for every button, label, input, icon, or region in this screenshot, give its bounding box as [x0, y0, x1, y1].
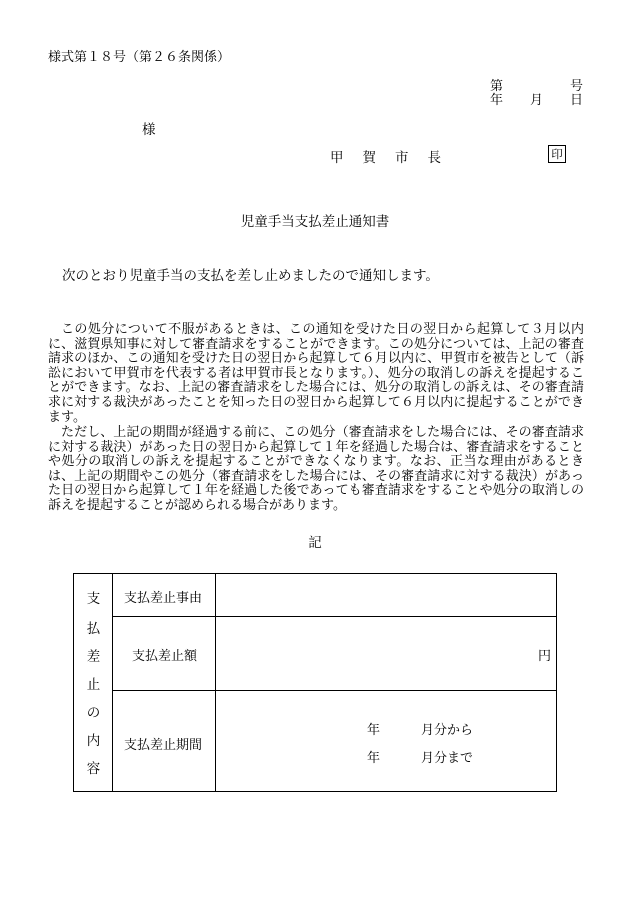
- side-label-char: 差: [86, 649, 101, 665]
- paragraph-2-text: ただし、上記の期間が経過する前に、この処分（審査請求をした場合には、その審査請求に対する裁決）があった日の翌日から起算して１年を経過した場合は、審査請求をすることや処分の取消しの訴えを提起することができなくなります。なお、正当な理由があるときは、上記の期間やこの処分（審査請求をした場合には、その審査請求に対する裁決）があった日の翌日から起算して１年を経過した後であっても審査請求をすることや処分の取消しの訴えを提起することが認められる場合があります。: [48, 425, 584, 513]
- row-divider: [113, 616, 556, 617]
- ki-heading: 記: [308, 535, 322, 551]
- appeal-notice-paragraph-1: [48, 323, 584, 425]
- form-number: 様式第１８号（第２６条関係）: [48, 50, 231, 65]
- recipient-honorific: 様: [142, 122, 156, 138]
- side-label-char: 内: [86, 733, 101, 749]
- side-label-char: の: [86, 705, 101, 721]
- reason-label: 支払差止事由: [124, 591, 203, 606]
- side-label-char: 払: [86, 621, 101, 637]
- date-day: 日: [570, 93, 584, 108]
- paragraph-1-text: この処分について不服があるときは、この通知を受けた日の翌日から起算して３月以内に、滋賀県知事に対して審査請求をすることができます。この処分については、上記の審査請求のほか、この通知を受けた日の翌日から起算して６月以内に、甲賀市を被告として（訴訟において甲賀市を代表する者は甲賀市長となります。）、処分の取消しの訴えを提起することができます。なお、上記の審査請求をした場合には、処分の取消しの訴えは、その審査請求に対する裁決があったことを知った日の翌日から起算して６月以内に提起することができます。: [48, 322, 584, 425]
- column-divider: [215, 574, 216, 791]
- amount-unit: 円: [538, 649, 552, 664]
- side-label-char: 容: [86, 761, 101, 777]
- side-label-char: 支: [86, 591, 101, 607]
- date-year: 年: [490, 93, 504, 108]
- side-label-cell: [74, 574, 113, 791]
- date-month: 月: [530, 93, 544, 108]
- period-to-year: 年: [367, 751, 381, 766]
- issuer-name: 甲賀市長: [330, 150, 460, 166]
- period-from-year: 年: [367, 723, 381, 738]
- lead-sentence: 次のとおり児童手当の支払を差し止めましたので通知します。: [62, 268, 439, 284]
- details-table: [73, 573, 557, 792]
- period-label: 支払差止期間: [124, 738, 203, 753]
- amount-label: 支払差止額: [132, 649, 198, 664]
- document-title: 児童手当支払差止通知書: [240, 214, 390, 230]
- number-suffix: 号: [570, 79, 584, 94]
- side-label-char: 止: [86, 677, 101, 693]
- row-divider: [113, 690, 556, 691]
- appeal-notice-paragraph-2: [48, 426, 584, 514]
- period-from: 月分から: [421, 723, 474, 738]
- seal-mark: 印: [548, 145, 566, 163]
- number-prefix: 第: [490, 79, 504, 94]
- period-to: 月分まで: [421, 751, 474, 766]
